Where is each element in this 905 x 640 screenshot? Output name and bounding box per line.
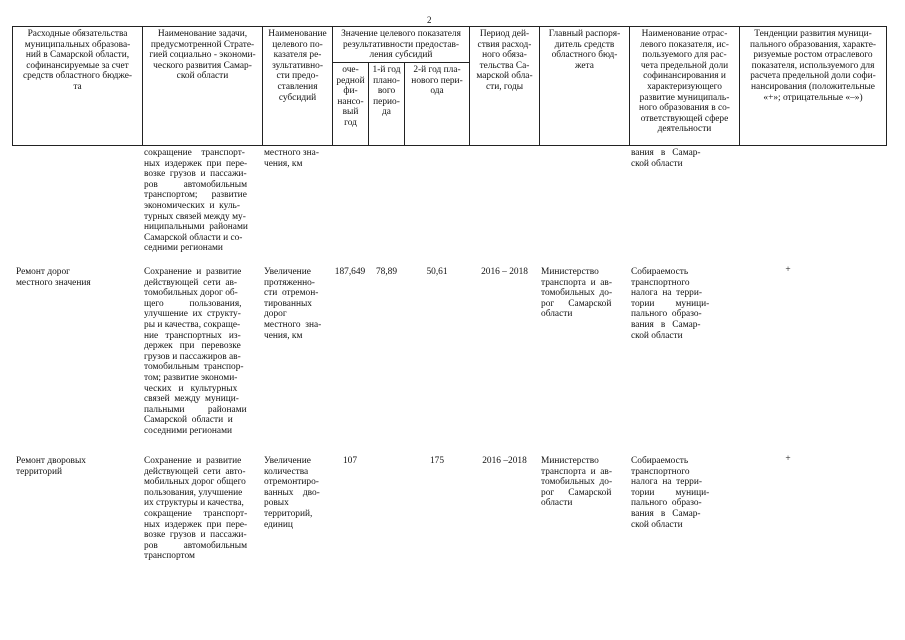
header-task-name: Наименование задачи, предусмотренной Страте- гией социально - экономи- ческого развития Самар- ской области (149, 29, 256, 82)
continuation-task-text: сокращение транспорт- ных издержек при пере- возке грузов и пассажи- ров автомобильным транспортом; развитие экономических и куль- турных связей между му- ниципальными районами Самарской области и со- седними регионами (144, 148, 248, 254)
row-expense-name: Ремонт дворовых территорий (16, 456, 86, 477)
row-industry-text: Собираемость транспортного налога на терри- тории муници- пального образо- вания в Самар- ской области (631, 456, 710, 530)
header-target-indicator: Наименование целевого по- казателя ре- зультативно- сти предо- ставления субсидий (268, 29, 327, 103)
row-industry-text: Собираемость транспортного налога на терри- тории муници- пального образо- вания в Самар- ской области (631, 267, 710, 341)
header-plan-year-2: 2-й год пла- нового пери- ода (411, 65, 463, 97)
row-plan-year-1-value: 78,89 (375, 267, 398, 277)
row-current-year-value: 107 (342, 456, 358, 466)
row-chief-manager-text: Министерство транспорта и ав- томобильных до- рог Самарской области (541, 456, 613, 509)
header-period: Период дей- ствия расход- ного обяза- тельства Са- марской обла- сти, годы (476, 29, 533, 92)
continuation-industry-text: вания в Самар- ской области (631, 148, 701, 169)
row-trend-sign: + (785, 265, 791, 275)
header-plan-year-1: 1-й год плано- вого перио- да (372, 65, 401, 118)
row-period-value: 2016 –2018 (482, 456, 527, 466)
header-target-value-group: Значение целевого показателя результативности предостав- ления субсидий (341, 29, 461, 61)
row-trend-sign: + (785, 454, 791, 464)
row-current-year-value: 187,649 (334, 267, 366, 277)
page-number: 2 (427, 15, 432, 25)
header-expense-obligations: Расходные обязательства муниципальных образова- ний в Самарской области, софинансируемые за счет средств областного бюдже- та (22, 29, 133, 92)
continuation-indicator-text: местного зна- чения, км (264, 148, 319, 169)
row-indicator-text: Увеличение протяженно- сти отремон- тированных дорог местного зна- чения, км (264, 267, 322, 341)
header-chief-manager: Главный распоря- дитель средств областного бюд- жета (548, 29, 621, 71)
row-period-value: 2016 – 2018 (481, 267, 528, 277)
row-indicator-text: Увеличение количества отремонтиро- ванных дво- ровых территорий, единиц (264, 456, 320, 530)
header-current-year: оче- редной фи- нансо- вый год (336, 65, 365, 128)
row-plan-year-2-value: 50,61 (426, 267, 448, 277)
header-trends: Тенденции развития муници- пального образования, характе- ризуемые ростом отраслевого показателя, используемого для расчета предельной доли софи- нансирования (положительные «+»; отрицательные «–») (749, 29, 877, 103)
row-expense-name: Ремонт дорог местного значения (16, 267, 91, 288)
row-task-text: Сохранение и развитие действующей сети ав- томобильных дорог об- щего пользования, улучшение их структу- ры и качества, сокраще- ние транспортных из- держек при перевозке грузов и пассажиров ав- томобильным транспор- том; развитие экономи- ческих и культурных связей между муници- пальными районами Самарской области и соседними регионами (144, 267, 247, 436)
row-task-text: Сохранение и развитие действующей сети авто- мобильных дорог общего пользования, улучшение их структуры и качества, сокращение транспорт- ных издержек при пере- возке грузов и пассажи- ров автомобильным транспортом (144, 456, 248, 562)
row-chief-manager-text: Министерство транспорта и ав- томобильных до- рог Самарской области (541, 267, 613, 320)
row-plan-year-2-value: 175 (429, 456, 445, 466)
header-industry-indicator: Наименование отрас- левого показателя, ис- пользуемого для рас- чета предельной доли софинансирования и характеризующего развитие муниципаль- ного образования в со- ответствующей сфере деятельности (639, 29, 730, 135)
